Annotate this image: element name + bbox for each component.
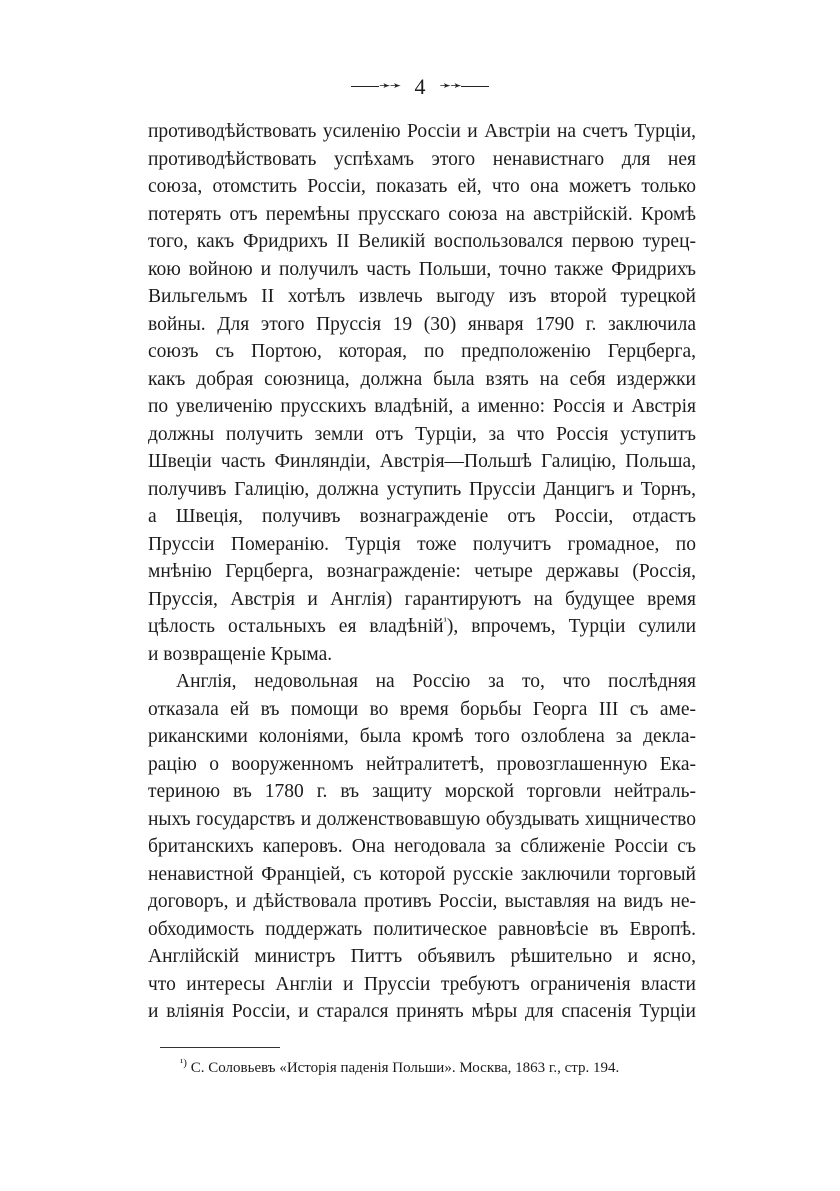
text-line: получивъ Галицію, должна уступить Пруссіи Данцигъ и Торнъ, xyxy=(148,478,696,500)
text-line: союзъ съ Портою, которая, по предположенію Герцберга, xyxy=(148,341,696,362)
text-line: рацію о вооруженномъ нейтралитетѣ, провозглашенную Ека- xyxy=(148,753,696,775)
text-fragment: ), впрочемъ, Турціи сулили xyxy=(446,616,697,637)
text-line: Пруссіи Померанію. Турція тоже получитъ громадное, по xyxy=(148,533,696,555)
text-line: мнѣнію Герцберга, вознагражденіе: четыре державы (Россія, xyxy=(148,561,696,582)
text-line: войны. Для этого Пруссія 19 (30) января 1790 г. заключила xyxy=(148,313,696,335)
footnote-marker: ¹) xyxy=(180,1057,187,1069)
text-line: и вліянія Россіи, и старался принять мѣры для спасенія Турціи xyxy=(148,1001,696,1022)
footnote-reference: ¹ xyxy=(443,615,447,628)
footnote-divider xyxy=(160,1047,280,1048)
text-line: Англійскій министръ Питтъ объявилъ рѣшительно и ясно, xyxy=(148,946,696,967)
text-line: какъ добрая союзница, должна была взять на себя издержки xyxy=(148,368,696,390)
text-line: того, какъ Фридрихъ II Великій воспользовался первою турец- xyxy=(148,231,696,252)
text-line: союза, отомстить Россіи, показать ей, что она можетъ только xyxy=(148,176,696,197)
text-line: должны получить земли отъ Турціи, за что Россія уступитъ xyxy=(148,423,696,445)
text-line: кою войною и получилъ часть Польши, точно также Фридрихъ xyxy=(148,258,696,280)
text-fragment: цѣлость остальныхъ ея владѣній xyxy=(148,616,444,637)
text-line: Англія, недовольная на Россію за то, что послѣдняя xyxy=(176,671,696,692)
text-line: отказала ей въ помощи во время борьбы Георга III съ аме- xyxy=(148,698,696,720)
text-line: Пруссія, Австрія и Англія) гарантируютъ на будущее время xyxy=(148,588,696,610)
text-line: договоръ, и дѣйствовала противъ Россіи, выставляя на видъ не- xyxy=(148,891,696,912)
right-ornament-icon: ➛➛ xyxy=(440,72,489,102)
paragraph-2 xyxy=(148,668,696,1026)
footnote-text: С. Соловьевъ «Исторія паденія Польши». Москва, 1863 г., стр. 194. xyxy=(186,1060,620,1076)
text-line: противодѣйствовать успѣхамъ этого ненавистнаго для нея xyxy=(148,148,696,170)
text-line: Швеціи часть Финляндіи, Австрія—Польшѣ Галицію, Польша, xyxy=(148,451,696,472)
text-line: по увеличенію прусскихъ владѣній, а именно: Россія и Австрія xyxy=(148,396,696,417)
text-line: потерять отъ перемѣны прусскаго союза на австрійскій. Кромѣ xyxy=(148,203,696,225)
text-line: что интересы Англіи и Пруссіи требуютъ ограниченія власти xyxy=(148,973,696,995)
text-line: Вильгельмъ II хотѣлъ извлечь выгоду изъ второй турецкой xyxy=(148,286,696,307)
text-line: и возвращеніе Крыма. xyxy=(148,643,333,665)
text-line xyxy=(148,613,696,641)
text-line: британскихъ каперовъ. Она негодовала за сближеніе Россіи съ xyxy=(148,836,696,857)
text-line: ныхъ государствъ и долженствовавшую обуздывать хищничество xyxy=(148,808,696,830)
footnote xyxy=(180,1058,619,1078)
left-ornament-icon: ➛➛ xyxy=(351,72,400,102)
page-number: 4 xyxy=(414,73,426,99)
page-header xyxy=(0,70,840,100)
text-line: противодѣйствовать усиленію Россіи и Австріи на счетъ Турціи, xyxy=(148,121,696,142)
paragraph-1 xyxy=(148,118,696,668)
text-line: а Швеція, получивъ вознагражденіе отъ Россіи, отдастъ xyxy=(148,506,696,527)
text-line: ненавистной Франціей, съ которой русскіе заключили торговый xyxy=(148,863,696,885)
body-text xyxy=(148,118,696,1026)
text-line: риканскими колоніями, была кромѣ того озлоблена за декла- xyxy=(148,726,696,747)
text-line: обходимость поддержать политическое равновѣсіе въ Европѣ. xyxy=(148,918,696,940)
text-line: териною въ 1780 г. въ защиту морской торговли нейтраль- xyxy=(148,781,696,802)
